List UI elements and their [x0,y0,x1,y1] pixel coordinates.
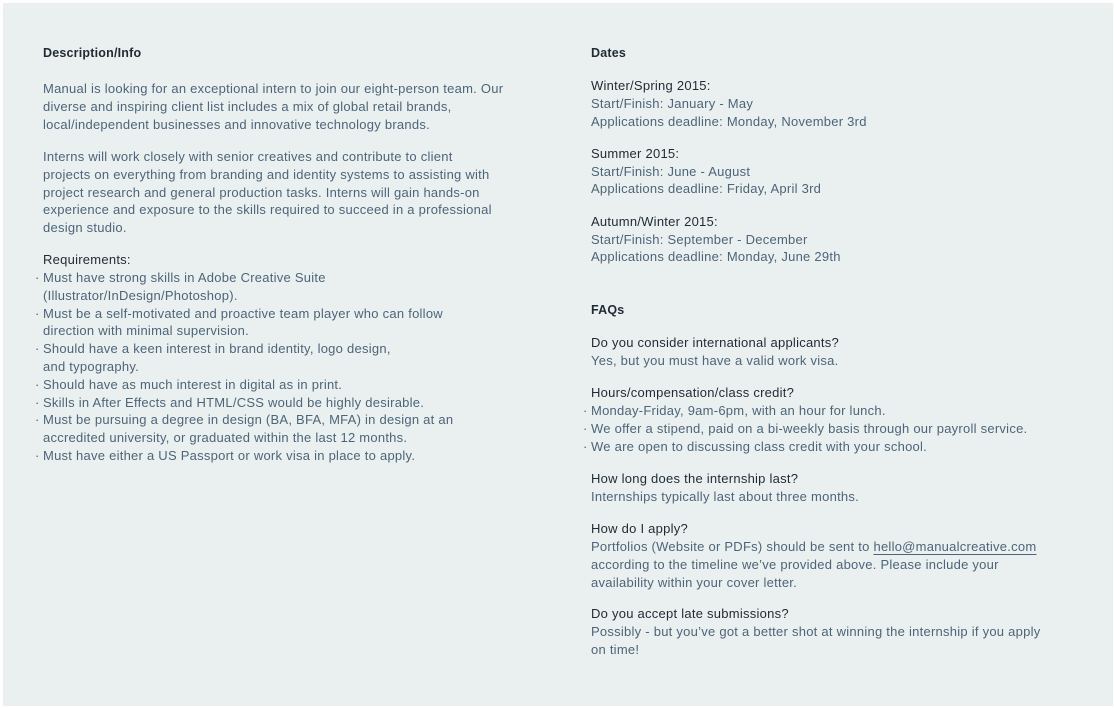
requirements-label: Requirements: [43,252,131,267]
term-start-finish: Start/Finish: January - May [591,96,754,111]
term-deadline: Applications deadline: Friday, April 3rd [591,181,822,196]
faq-question: Do you accept late submissions? [591,606,789,621]
intro-paragraph-1: Manual is looking for an exceptional intern to join our eight-person team. Our diverse and inspiring client list includes a mix of global retail brands, local/independent businesses and innovative technology brands. [43,81,504,132]
term-deadline: Applications deadline: Monday, November 3rd [591,114,867,129]
term-deadline: Applications deadline: Monday, June 29th [591,249,841,264]
apply-text-before: Portfolios (Website or PDFs) should be sent to [591,539,874,554]
list-item: · Must be pursuing a degree in design (BA, BFA, MFA) in design at an accredited university, or graduated within the last 12 months. [43,411,473,447]
intro-paragraph-2: Interns will work closely with senior creatives and contribute to client projects on everything from branding and identity systems to assisting with project research and general production tasks. Interns will gain hands-on experience and exposure to the skills required to succeed in a professional design studio. [43,149,492,236]
list-item: · Must have either a US Passport or work visa in place to apply. [43,447,473,465]
faqs-heading: FAQs [591,303,625,317]
faq-question: How do I apply? [591,521,688,536]
term-name: Summer 2015: [591,146,680,161]
term-start-finish: Start/Finish: September - December [591,232,808,247]
requirements-list [43,269,473,465]
faq-answer-list [591,402,1071,455]
list-item: · Should have a keen interest in brand identity, logo design, and typography. [43,340,413,376]
list-item: · We are open to discussing class credit with your school. [591,438,1071,456]
list-item: · We offer a stipend, paid on a bi-weekly basis through our payroll service. [591,420,1071,438]
faq-question: Hours/compensation/class credit? [591,385,795,400]
list-item: · Should have as much interest in digital as in print. [43,376,473,394]
faq-answer: Yes, but you must have a valid work visa. [591,353,839,368]
faq-question: Do you consider international applicants? [591,335,840,350]
term-start-finish: Start/Finish: June - August [591,164,751,179]
internship-info-page [3,3,1113,706]
description-heading: Description/Info [43,46,142,60]
dates-heading: Dates [591,46,627,60]
faq-answer [591,538,1061,591]
list-item: · Skills in After Effects and HTML/CSS would be highly desirable. [43,394,473,412]
term-name: Autumn/Winter 2015: [591,214,718,229]
list-item: · Must have strong skills in Adobe Creative Suite (Illustrator/InDesign/Photoshop). [43,269,473,305]
faq-answer: Internships typically last about three months. [591,489,860,504]
term-name: Winter/Spring 2015: [591,78,711,93]
faq-question: How long does the internship last? [591,471,799,486]
apply-text-after: according to the timeline we’ve provided above. Please include your availability within your cover letter. [591,556,999,590]
list-item: · Must be a self-motivated and proactive team player who can follow direction with minimal supervision. [43,305,473,341]
list-item: · Monday-Friday, 9am-6pm, with an hour for lunch. [591,402,1071,420]
faq-answer: Possibly - but you’ve got a better shot at winning the internship if you apply on time! [591,624,1041,657]
email-link[interactable]: hello@manualcreative.com [873,539,1037,554]
